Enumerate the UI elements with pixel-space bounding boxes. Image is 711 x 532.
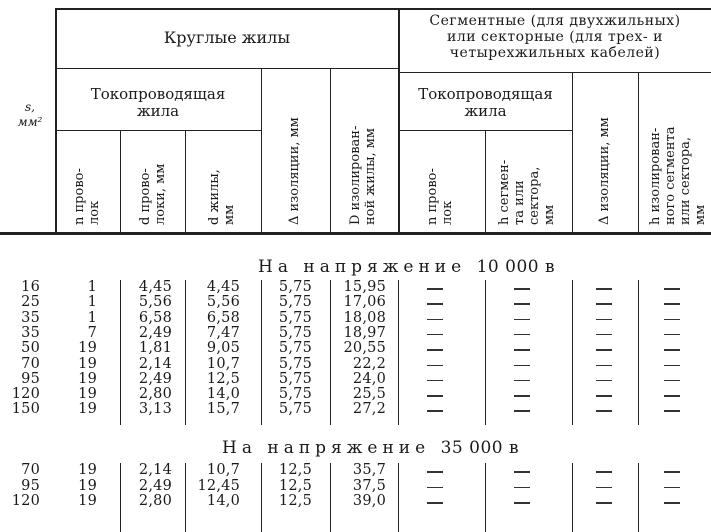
section-title-text: На напряжение: [258, 257, 467, 277]
cell-n: 19: [78, 370, 97, 387]
dash-3: [664, 410, 680, 412]
segment-cores-heading: Сегментные (для двухжильных) или секторные (для трех- и четырехжильных кабелей): [429, 13, 681, 61]
dash-3: [664, 288, 680, 290]
cell-dz: 5,56: [206, 294, 240, 311]
body-column-rule: [572, 280, 573, 425]
cell-d: 2,14: [138, 355, 172, 372]
cell-ins: 5,75: [278, 294, 312, 311]
section-title-text: На напряжение: [222, 438, 431, 458]
body-column-rule: [398, 280, 399, 425]
body-column-rule: [638, 463, 639, 532]
dash-2: [596, 319, 612, 321]
dash-1: [514, 471, 530, 473]
cell-dz: 12,45: [197, 477, 240, 494]
col-h-segment: h сегмен- та или сектора, мм: [497, 159, 557, 225]
dash-3: [664, 349, 680, 351]
dash-1: [514, 487, 530, 489]
s-label: s, мм²: [17, 100, 43, 129]
dash-2: [596, 380, 612, 382]
cell-D: 18,97: [343, 324, 386, 341]
dash-1: [514, 349, 530, 351]
body-column-rule: [485, 463, 486, 532]
dash-1: [514, 502, 530, 504]
cell-s: 120: [11, 493, 40, 510]
cell-dz: 12,5: [206, 370, 240, 387]
cell-s: 25: [21, 294, 40, 311]
cell-s: 16: [21, 279, 40, 295]
cell-n: 19: [78, 340, 97, 357]
dash-0: [427, 303, 443, 305]
cell-ins: 5,75: [278, 386, 312, 403]
cell-s: 70: [21, 355, 40, 372]
dash-1: [514, 319, 530, 321]
cell-dz: 10,7: [206, 462, 240, 478]
cell-n: 19: [78, 401, 97, 418]
header-bottom-rule: [0, 232, 711, 235]
col-n-wires-2: n прово- лок: [425, 168, 455, 225]
header-vline-3: [261, 68, 262, 233]
dash-0: [427, 502, 443, 504]
cell-ins: 12,5: [278, 493, 312, 510]
cell-D: 18,08: [343, 309, 386, 326]
cell-n: 7: [87, 324, 97, 341]
header-vline-7: [638, 72, 639, 233]
header-rule-sub-left: [55, 68, 399, 69]
dash-2: [596, 334, 612, 336]
cell-d: 2,80: [138, 493, 172, 510]
dash-0: [427, 365, 443, 367]
cell-d: 4,45: [138, 279, 172, 295]
cell-D: 27,2: [352, 401, 386, 418]
col-insulation: Δ изоляции, мм: [287, 117, 302, 225]
dash-2: [596, 410, 612, 412]
body-column-rule: [485, 280, 486, 425]
dash-0: [427, 487, 443, 489]
cell-d: 3,13: [138, 401, 172, 418]
dash-2: [596, 349, 612, 351]
dash-0: [427, 334, 443, 336]
cell-ins: 5,75: [278, 370, 312, 387]
cell-s: 35: [21, 324, 40, 341]
cell-d: 1,81: [138, 340, 172, 357]
cell-n: 19: [78, 477, 97, 494]
header-vline-6: [572, 72, 573, 233]
section-title-35kv: [222, 440, 519, 457]
dash-0: [427, 319, 443, 321]
col-n-wires: n прово- лок: [72, 168, 102, 225]
section-voltage: 35 000 в: [440, 438, 520, 458]
cell-s: 95: [21, 370, 40, 387]
cell-ins: 5,75: [278, 279, 312, 295]
dash-2: [596, 395, 612, 397]
cell-d: 2,80: [138, 386, 172, 403]
cell-D: 17,06: [343, 294, 386, 311]
cell-s: 35: [21, 309, 40, 326]
cell-ins: 5,75: [278, 324, 312, 341]
header-vline-4: [330, 68, 331, 233]
dash-2: [596, 303, 612, 305]
dash-3: [664, 380, 680, 382]
cell-ins: 5,75: [278, 309, 312, 326]
cell-s: 150: [11, 401, 40, 418]
dash-3: [664, 502, 680, 504]
cell-D: 24,0: [352, 370, 386, 387]
cell-s: 95: [21, 477, 40, 494]
cell-D: 22,2: [352, 355, 386, 372]
cell-ins: 5,75: [278, 355, 312, 372]
col-d-core: d жилы, мм: [207, 169, 237, 225]
cell-n: 19: [78, 493, 97, 510]
cell-n: 1: [87, 294, 97, 311]
dash-0: [427, 410, 443, 412]
body-column-rule: [638, 280, 639, 425]
dash-0: [427, 349, 443, 351]
cell-ins: 5,75: [278, 401, 312, 418]
dash-3: [664, 395, 680, 397]
cell-dz: 6,58: [206, 309, 240, 326]
header-rule-sub-right: [398, 72, 711, 73]
cell-s: 50: [21, 340, 40, 357]
dash-0: [427, 380, 443, 382]
cell-dz: 9,05: [206, 340, 240, 357]
round-cores-heading: Круглые жилы: [163, 28, 291, 47]
dash-1: [514, 380, 530, 382]
header-vline-2: [185, 130, 186, 233]
col-d-wire: d прово- локи, мм: [138, 163, 168, 225]
cell-d: 6,58: [138, 309, 172, 326]
cell-ins: 12,5: [278, 477, 312, 494]
dash-3: [664, 303, 680, 305]
dash-0: [427, 288, 443, 290]
col-insulation-2: Δ изоляции, мм: [597, 117, 612, 225]
body-column-rule: [398, 463, 399, 532]
round-conductor-heading: Токопроводящая жила: [90, 85, 226, 120]
dash-3: [664, 319, 680, 321]
dash-1: [514, 410, 530, 412]
dash-3: [664, 334, 680, 336]
section-title-10kv: [258, 259, 555, 276]
dash-2: [596, 502, 612, 504]
cell-dz: 7,47: [206, 324, 240, 341]
dash-2: [596, 471, 612, 473]
cell-D: 20,55: [343, 340, 386, 357]
dash-1: [514, 334, 530, 336]
cell-d: 2,14: [138, 462, 172, 478]
cell-D: 15,95: [343, 279, 386, 295]
dash-1: [514, 395, 530, 397]
cell-d: 2,49: [138, 370, 172, 387]
cell-dz: 14,0: [206, 386, 240, 403]
dash-3: [664, 471, 680, 473]
dash-2: [596, 365, 612, 367]
cell-dz: 15,7: [206, 401, 240, 418]
body-column-rule: [572, 463, 573, 532]
dash-1: [514, 303, 530, 305]
header-rule-cond-left: [55, 130, 261, 131]
dash-3: [664, 365, 680, 367]
col-D-insulated: D изолирован- ной жилы, мм: [348, 125, 378, 225]
dash-0: [427, 395, 443, 397]
cell-d: 2,49: [138, 324, 172, 341]
dash-2: [596, 288, 612, 290]
cell-dz: 4,45: [206, 279, 240, 295]
dash-3: [664, 487, 680, 489]
section-voltage: 10 000 в: [476, 257, 556, 277]
cell-n: 1: [87, 309, 97, 326]
header-vline-1: [120, 130, 121, 233]
dash-2: [596, 487, 612, 489]
dash-0: [427, 471, 443, 473]
cell-dz: 14,0: [206, 493, 240, 510]
cell-ins: 5,75: [278, 340, 312, 357]
cell-n: 19: [78, 462, 97, 478]
col-h-insulated: h изолирован- ного сегмента или сектора, мм: [648, 126, 708, 225]
cell-n: 19: [78, 355, 97, 372]
segment-conductor-heading: Токопроводящая жила: [418, 85, 553, 120]
cell-d: 2,49: [138, 477, 172, 494]
cell-D: 25,5: [352, 386, 386, 403]
cell-D: 35,7: [352, 462, 386, 478]
dash-1: [514, 365, 530, 367]
dash-1: [514, 288, 530, 290]
cell-n: 19: [78, 386, 97, 403]
cell-s: 120: [11, 386, 40, 403]
cell-D: 37,5: [352, 477, 386, 494]
cell-D: 39,0: [352, 493, 386, 510]
cell-ins: 12,5: [278, 462, 312, 478]
header-top-rule: [55, 8, 711, 10]
cell-dz: 10,7: [206, 355, 240, 372]
cell-d: 5,56: [138, 294, 172, 311]
cell-s: 70: [21, 462, 40, 478]
header-vline-5: [485, 130, 486, 233]
cell-n: 1: [87, 279, 97, 295]
